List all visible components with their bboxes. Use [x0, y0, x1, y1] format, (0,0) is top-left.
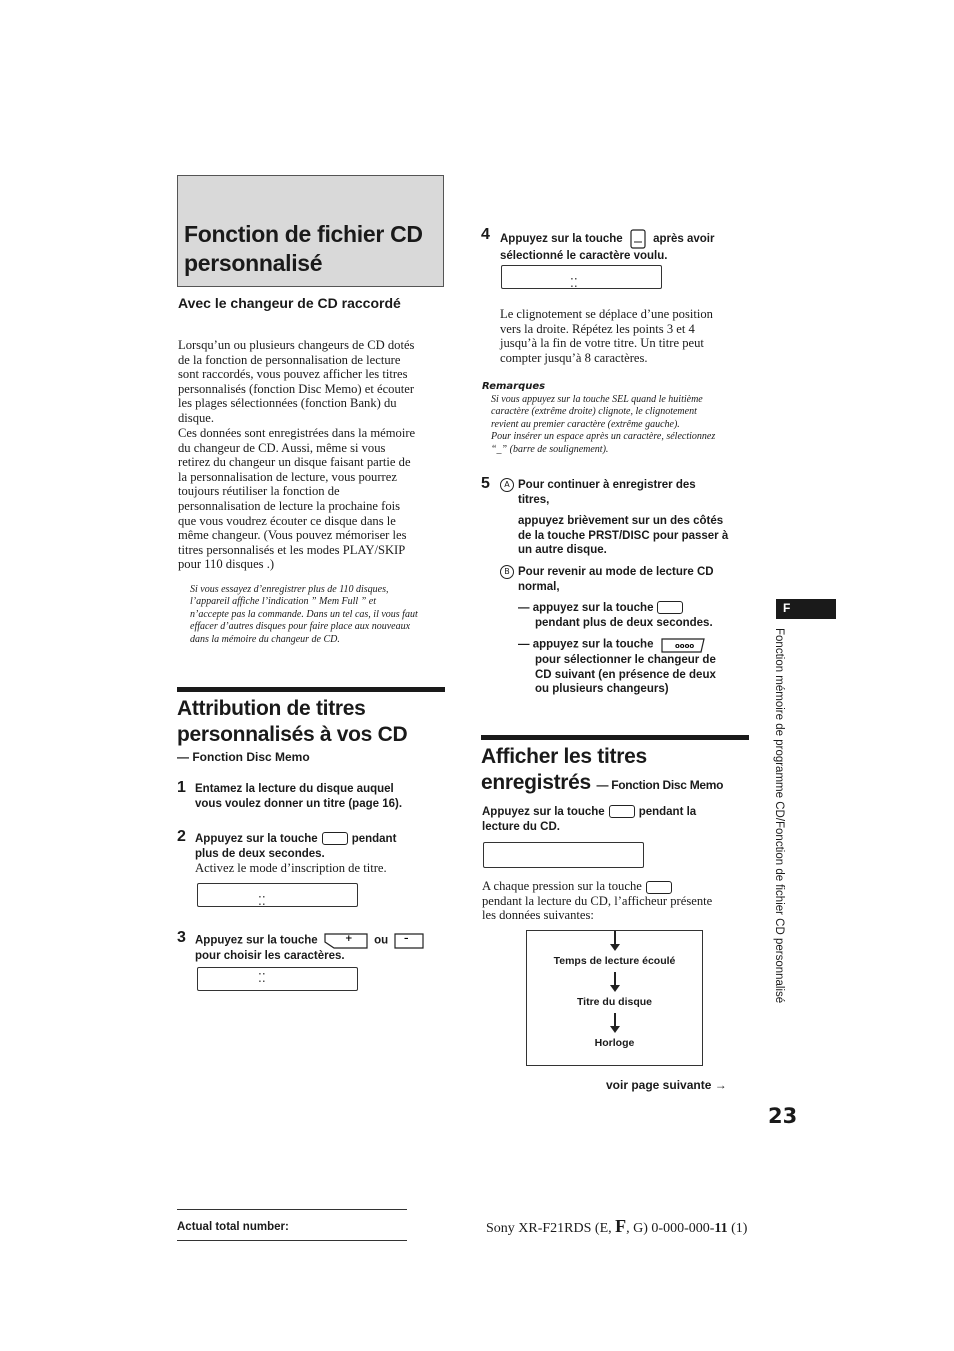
blink-cursor-icon: ⁚⁚ — [258, 894, 266, 908]
intro-note: Si vous essayez d’enregistrer plus de 110 disques, l’appareil affiche l’indication ” Mem Full ” et n’accepte pas la commande. Dans un tel cas, il vous faut effacer d’autres disques pour faire place aux nouveaux dans la mémoire du changeur de CD. — [190, 584, 418, 645]
step-number: 5 — [481, 475, 490, 492]
sel-key-icon — [609, 805, 635, 818]
section-rule — [481, 735, 749, 740]
step-number: 4 — [481, 226, 490, 243]
footer-rule — [177, 1209, 407, 1210]
svg-text:–: – — [404, 934, 409, 944]
step-4-body: Le clignotement se déplace d’une position vers la droite. Répétez les points 3 et 4 jusqu’à la fin de votre titre. Un titre peut compter jusqu’à 8 caractères. — [500, 307, 713, 365]
flow-step: Horloge — [594, 1037, 635, 1049]
step-4-text: Appuyez sur la touche après avoir sélectionné le caractère voulu. — [500, 229, 760, 264]
svg-text:+: + — [344, 934, 353, 944]
section-title-attribution: Attribution de titres personnalisés à vos CD — [177, 697, 408, 746]
section-rule — [177, 687, 445, 692]
step-number: 1 — [177, 779, 186, 796]
next-page-link[interactable]: voir page suivante → — [606, 1078, 727, 1092]
circled-a-marker: A — [500, 478, 514, 492]
svg-text:oooo: oooo — [674, 642, 694, 650]
footer-rule — [177, 1240, 407, 1241]
step-1-text: Entamez la lecture du disque auquel vous voulez donner un titre (page 16). — [195, 783, 403, 810]
step-3-text: Appuyez sur la touche + ou – pour choisir les caractères. — [195, 932, 455, 964]
sel-key-icon — [646, 881, 672, 894]
step-number: 3 — [177, 929, 186, 946]
blink-cursor-icon: ⁚⁚ — [570, 276, 578, 290]
footer-label: Actual total number: — [177, 1221, 289, 1233]
remarks: Si vous appuyez sur la touche SEL quand le huitième caractère (extrême droite) clignote, le clignotement revient au premier caractère (extrême gauche). Pour insérer un espace après un caractère, sélectionnez “_” (barre de soulignement). — [491, 394, 716, 455]
section-3-instruction: Appuyez sur la touche pendant la lecture du CD. — [482, 806, 697, 833]
intro-paragraph-2: Ces données sont enregistrées dans la mémoire du changeur de CD. Aussi, même si vous retirez du changeur un disque faisant partie de la personnalisation de lecture, vous pourrez toujours réutiliser la fonction de personnalisation de lecture la prochaine fois que vous voudrez écouter ce disque dans le même changeur. (Vous pouvez mémoriser les titres personnalisés et les modes PLAY/SKIP pour 110 disques .) — [178, 426, 416, 572]
title-box — [177, 175, 444, 287]
section-title-afficher: Afficher les titres enregistrés — Fonction Disc Memo — [481, 745, 724, 794]
step-number: 2 — [177, 828, 186, 845]
step-5b-dash-1: — appuyez sur la touche pendant plus de deux secondes. — [518, 602, 713, 629]
lcd-display — [197, 883, 358, 907]
page-title: Fonction de fichier CD personnalisé — [184, 221, 423, 276]
step-5a-detail: appuyez brièvement sur un des côtés de la touche PRST/DISC pour passer à un autre disque. — [518, 515, 729, 556]
display-cycle-diagram — [526, 930, 703, 1066]
blink-cursor-icon: ⁚⁚ — [258, 971, 266, 985]
section-subtitle-disc-memo: — Fonction Disc Memo — [177, 750, 310, 764]
step-5b-dash-2: — appuyez sur la touche oooo pour sélectionner le changeur de CD suivant (en présence de deux ou plusieurs changeurs) — [518, 636, 758, 697]
step-2-text: Appuyez sur la touche pendant plus de deux secondes. — [195, 833, 397, 860]
sel-key-icon — [657, 601, 683, 614]
side-running-head: Fonction mémoire de programme CD/Fonction de fichier CD personnalisé — [773, 628, 785, 1004]
circled-b-marker: B — [500, 565, 514, 579]
step-5b-text: Pour revenir au mode de lecture CD normal, — [518, 566, 714, 593]
sel-key-icon — [322, 832, 348, 845]
step-5a-text: Pour continuer à enregistrer des titres, — [518, 479, 696, 506]
remarks-heading: Remarques — [482, 381, 546, 392]
language-tab: F — [776, 599, 836, 619]
lcd-display — [483, 842, 644, 868]
flow-step: Temps de lecture écoulé — [553, 955, 676, 967]
flow-step: Titre du disque — [576, 996, 653, 1008]
intro-paragraph-1: Lorsqu’un ou plusieurs changeurs de CD dotés de la fonction de personnalisation de lecture sont raccordés, vous pouvez afficher les titres personnalisés (fonction Disc Memo) et écouter les plages sélectionnées (fonction Bank) du disque. — [178, 338, 415, 425]
section-3-body: A chaque pression sur la touche pendant la lecture du CD, l’afficheur présente les données suivantes: — [482, 879, 713, 923]
lcd-display — [197, 967, 358, 991]
arrow-down-icon — [614, 1013, 616, 1027]
minus-disc-key-icon — [394, 932, 424, 949]
step-2-detail: Activez le mode d’inscription de titre. — [195, 861, 387, 875]
plus-disc-key-icon — [324, 932, 368, 949]
section-subtitle: Avec le changeur de CD raccordé — [178, 295, 401, 311]
enter-key-icon — [630, 229, 646, 249]
footer-model: Sony XR-F21RDS (E, F, G) 0-000-000-11 (1) — [486, 1216, 748, 1236]
arrow-down-icon — [614, 972, 616, 986]
source-key-icon — [661, 636, 705, 653]
page-number: 23 — [768, 1104, 798, 1128]
lcd-display — [501, 265, 662, 289]
arrow-down-icon — [614, 931, 616, 945]
